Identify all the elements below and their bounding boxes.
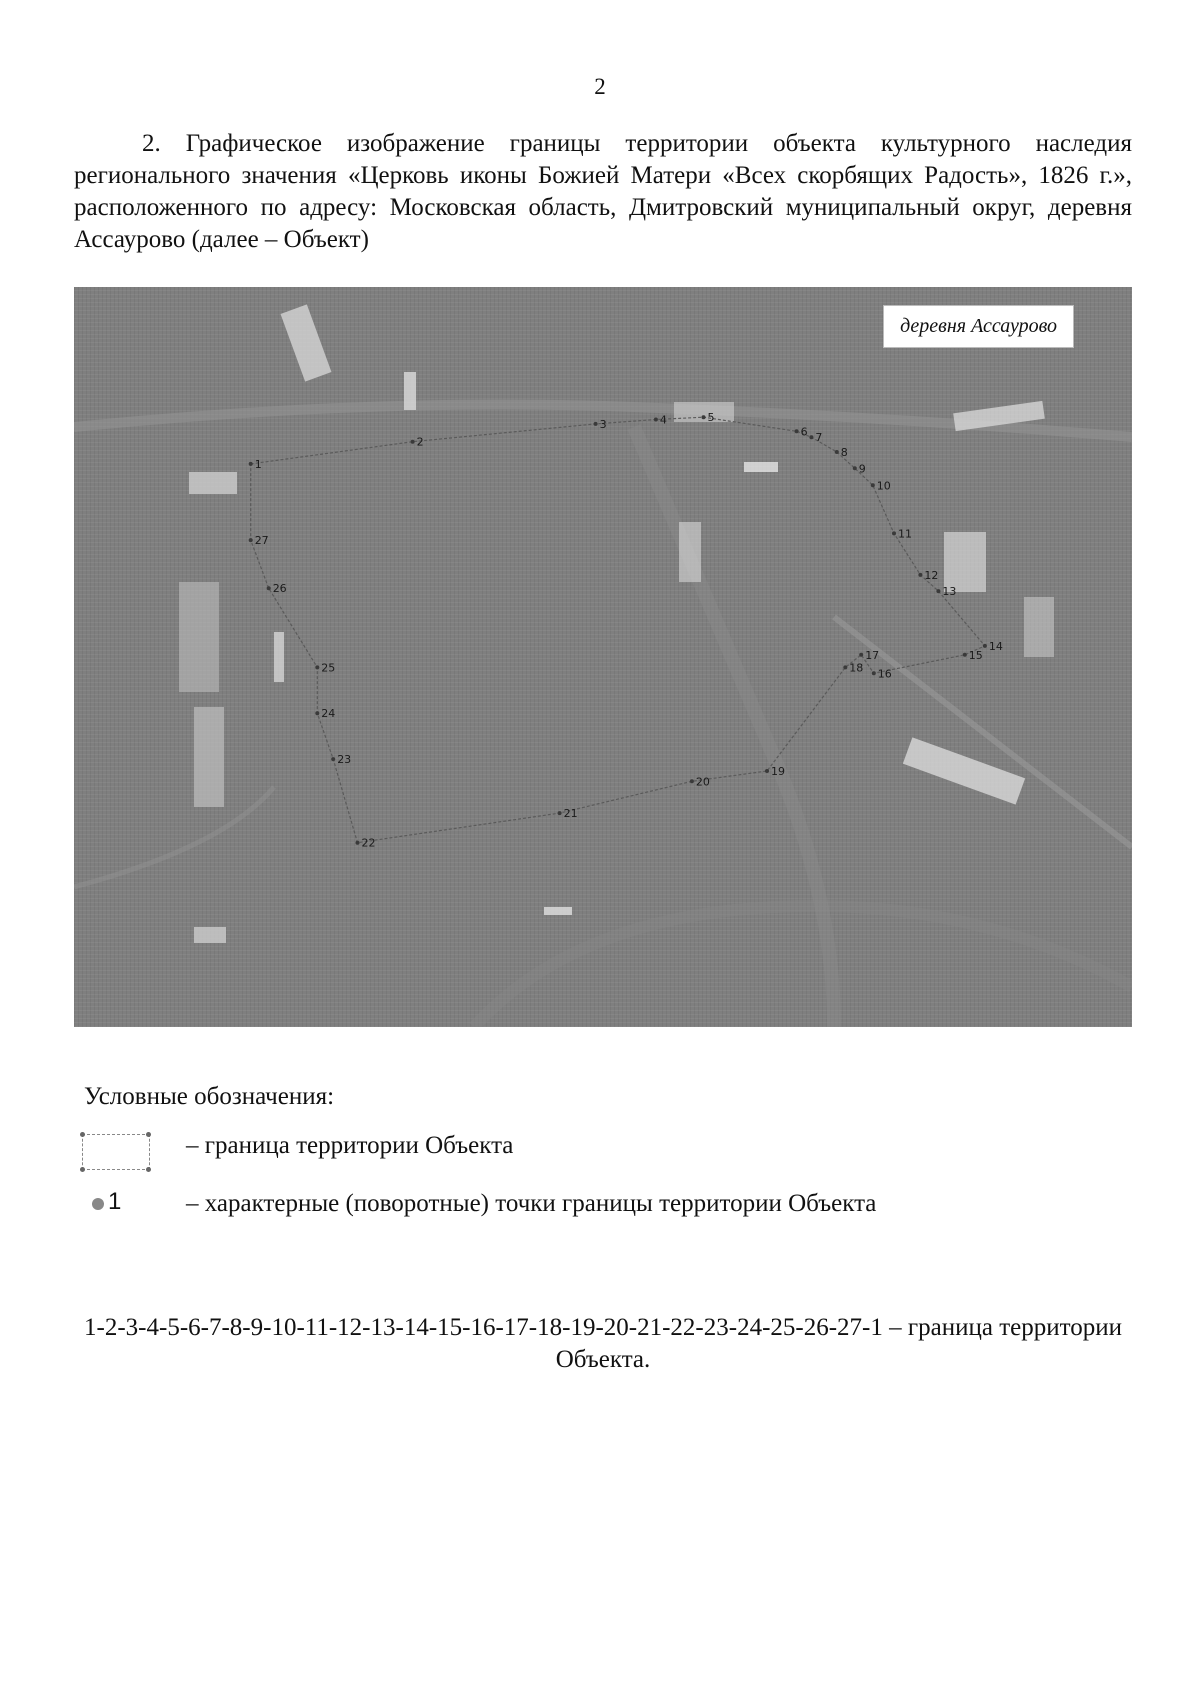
boundary-point-label-5: 5	[707, 411, 715, 425]
boundary-point-8	[835, 450, 839, 454]
boundary-point-label-22: 22	[361, 836, 376, 850]
boundary-point-11	[892, 531, 896, 535]
legend-boundary-label: – граница территории Объекта	[186, 1132, 514, 1159]
boundary-point-4	[654, 418, 658, 422]
boundary-point-20	[690, 779, 694, 783]
boundary-point-label-14: 14	[988, 639, 1003, 653]
boundary-point-label-6: 6	[800, 425, 808, 439]
boundary-point-21	[558, 811, 562, 815]
boundary-point-15	[963, 653, 967, 657]
boundary-point-label-26: 26	[272, 582, 287, 596]
boundary-sequence: 1-2-3-4-5-6-7-8-9-10-11-12-13-14-15-16-17-18-19-20-21-22-23-24-25-26-27-1 – граница территории Объекта.	[84, 1314, 1122, 1373]
boundary-point-19	[765, 769, 769, 773]
boundary-point-16	[872, 671, 876, 675]
boundary-point-label-4: 4	[659, 413, 667, 427]
legend-point-number: 1	[108, 1188, 122, 1215]
boundary-point-26	[267, 586, 271, 590]
boundary-point-7	[809, 435, 813, 439]
boundary-point-25	[315, 665, 319, 669]
boundary-point-1	[249, 462, 253, 466]
legend-point-label: – характерные (поворотные) точки границы территории Объекта	[186, 1190, 877, 1217]
map-texture	[74, 304, 1132, 1027]
boundary-point-label-9: 9	[858, 462, 866, 476]
boundary-layer	[251, 417, 985, 843]
boundary-point-label-12: 12	[924, 568, 939, 582]
boundary-point-3	[594, 422, 598, 426]
boundary-point-label-20: 20	[695, 775, 710, 789]
boundary-point-label-7: 7	[815, 431, 823, 445]
boundary-point-label-16: 16	[877, 667, 892, 681]
boundary-point-label-21: 21	[563, 807, 578, 821]
boundary-point-label-18: 18	[849, 661, 864, 675]
boundary-point-12	[918, 573, 922, 577]
boundary-point-27	[249, 538, 253, 542]
boundary-point-label-15: 15	[968, 648, 983, 662]
boundary-point-13	[936, 589, 940, 593]
boundary-point-label-27: 27	[254, 534, 269, 548]
map-label: деревня Ассаурово	[883, 305, 1074, 348]
boundary-point-label-8: 8	[840, 446, 848, 459]
map-canvas	[74, 287, 1132, 1027]
boundary-point-5	[702, 415, 706, 419]
boundary-points-layer	[249, 411, 1003, 850]
boundary-point-23	[331, 757, 335, 761]
legend-title: Условные обозначения:	[84, 1083, 335, 1110]
satellite-map	[74, 287, 1132, 1027]
boundary-point-14	[983, 644, 987, 648]
boundary-point-label-24: 24	[321, 707, 336, 721]
boundary-point-2	[411, 440, 415, 444]
boundary-line-swatch	[82, 1134, 150, 1170]
point-marker-icon	[92, 1198, 104, 1210]
boundary-point-label-19: 19	[771, 765, 785, 778]
boundary-point-17	[859, 653, 863, 657]
territory-boundary-line	[251, 417, 985, 843]
boundary-point-18	[843, 665, 847, 669]
boundary-point-24	[315, 711, 319, 715]
boundary-point-label-10: 10	[876, 479, 891, 493]
boundary-point-label-13: 13	[942, 585, 957, 599]
boundary-point-label-1: 1	[254, 457, 262, 471]
boundary-point-label-23: 23	[337, 753, 352, 767]
page-number: 2	[594, 74, 606, 99]
boundary-point-6	[795, 429, 799, 433]
boundary-point-9	[853, 466, 857, 470]
boundary-point-label-2: 2	[416, 435, 424, 449]
boundary-point-label-3: 3	[599, 417, 607, 431]
boundary-point-22	[356, 841, 360, 845]
boundary-point-label-17: 17	[865, 648, 880, 662]
boundary-point-10	[871, 483, 875, 487]
section-heading: 2. Графическое изображение границы территории объекта культурного наследия регионального значения «Церковь иконы Божией Матери «Всех скорбящих Радость», 1826 г.», расположенного по адресу: Московская область, Дмитровский муниципальный округ, деревня Ассаурово (далее – Объект)	[74, 130, 1132, 253]
boundary-point-label-11: 11	[898, 527, 912, 541]
boundary-point-label-25: 25	[321, 661, 336, 675]
